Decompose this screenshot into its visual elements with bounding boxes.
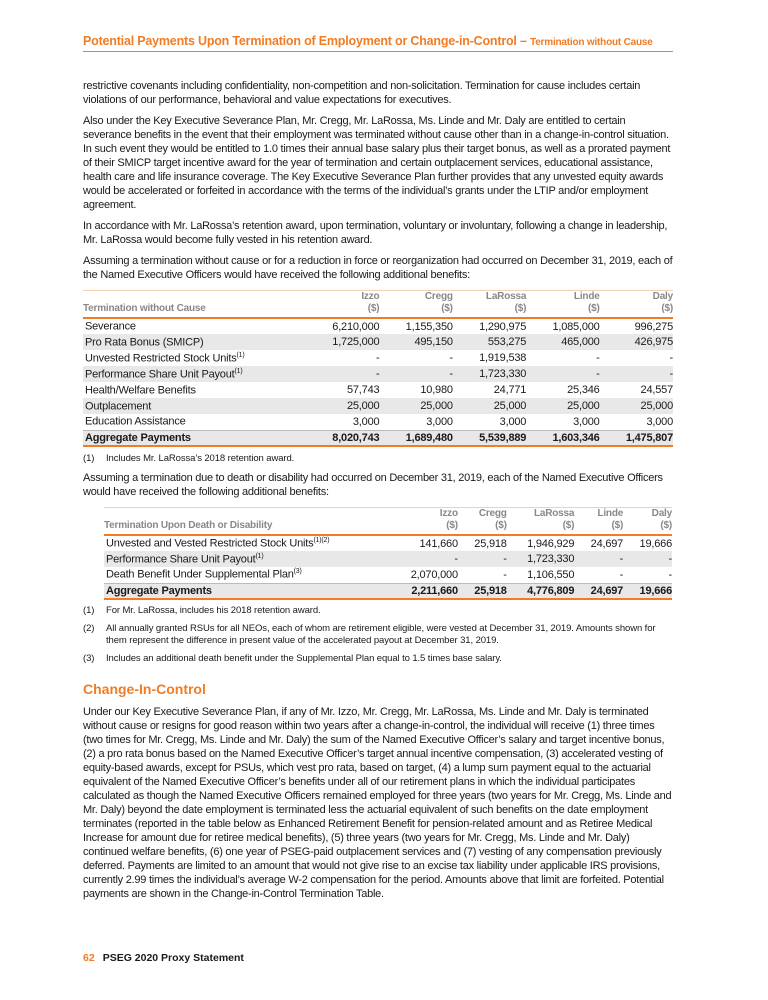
table-cell: 57,743 bbox=[346, 384, 380, 396]
table-cell: 465,000 bbox=[526, 334, 599, 350]
table-cell: 1,085,000 bbox=[552, 320, 600, 333]
column-header bbox=[390, 508, 458, 536]
table-cell: 8,020,743 bbox=[306, 430, 379, 446]
footnote bbox=[83, 453, 675, 465]
footnote bbox=[83, 605, 675, 617]
column-unit: ($) bbox=[367, 303, 380, 314]
table-cell: - bbox=[390, 551, 458, 567]
column-unit: ($) bbox=[562, 520, 575, 531]
column-header bbox=[507, 508, 575, 536]
row-label: Unvested Restricted Stock Units$^{(1)}$ bbox=[85, 351, 245, 365]
column-header bbox=[306, 291, 379, 319]
table-header-row bbox=[104, 508, 672, 536]
table2-notes bbox=[83, 605, 675, 665]
table-cell: 1,155,350 bbox=[405, 320, 453, 333]
column-unit: ($) bbox=[661, 303, 673, 314]
section-heading: Change-In-Control bbox=[83, 681, 206, 697]
row-label: Unvested and Vested Restricted Stock Units$^{(1)(2)}$ bbox=[106, 537, 330, 550]
row-label: Performance Share Unit Payout$^{(1)}$ bbox=[83, 366, 306, 382]
table-cell: 1,290,975 bbox=[479, 320, 527, 333]
table-row bbox=[104, 535, 672, 551]
footnote-number: (1) bbox=[83, 453, 95, 464]
table-cell: 141,660 bbox=[419, 537, 458, 550]
paragraph: Assuming a termination without cause or for a reduction in force or reorganization had occurred on December 31, 2019, each of the Named Executive Officers would have received the following additional benefits: bbox=[83, 255, 673, 281]
column-name: LaRossa bbox=[485, 291, 527, 302]
column-name: Izzo bbox=[361, 291, 380, 302]
table-cell: 1,106,550 bbox=[527, 568, 575, 581]
column-header bbox=[574, 508, 623, 536]
paragraph: Assuming a termination due to death or disability had occurred on December 31, 2019, each of the Named Executive Officers would have received the following additional benefits: bbox=[83, 472, 663, 498]
column-unit: ($) bbox=[441, 303, 453, 314]
row-label: Education Assistance bbox=[85, 416, 186, 429]
column-name: Izzo bbox=[439, 508, 458, 519]
table-cell: 3,000 bbox=[646, 415, 673, 428]
column-header bbox=[379, 291, 452, 319]
column-unit: ($) bbox=[660, 520, 672, 531]
table-cell: 24,771 bbox=[493, 384, 527, 396]
table-cell: 25,000 bbox=[453, 398, 526, 414]
table-cell: 3,000 bbox=[573, 415, 600, 428]
header-subtitle: Termination without Cause bbox=[530, 37, 653, 48]
table-cell: - bbox=[306, 366, 379, 382]
table-cell: 495,150 bbox=[379, 334, 452, 350]
footnote bbox=[83, 623, 675, 647]
table-cell: - bbox=[574, 551, 623, 567]
column-unit: ($) bbox=[611, 520, 624, 531]
table-cell: - bbox=[596, 352, 600, 364]
table-cell: - bbox=[379, 366, 452, 382]
table-cell: 3,000 bbox=[352, 415, 380, 428]
column-name: Linde bbox=[573, 291, 600, 302]
table-cell: 553,275 bbox=[453, 334, 526, 350]
table-cell: - bbox=[619, 568, 624, 581]
table-title: Termination Upon Death or Disability bbox=[104, 520, 273, 531]
table-cell: 25,000 bbox=[526, 398, 599, 414]
table-row bbox=[83, 382, 673, 398]
table-cell: 1,946,929 bbox=[527, 537, 575, 550]
table-cell: 2,070,000 bbox=[410, 568, 458, 581]
column-header bbox=[453, 291, 526, 319]
column-header bbox=[458, 508, 507, 536]
column-name: Linde bbox=[597, 508, 624, 519]
footnote-text: Includes an additional death benefit under the Supplemental Plan equal to 1.5 times base salary. bbox=[106, 653, 502, 664]
table-cell: 1,689,480 bbox=[379, 430, 452, 446]
page-header bbox=[83, 34, 673, 52]
table-cell: - bbox=[669, 352, 673, 364]
death-disability-table bbox=[104, 507, 672, 600]
table-cell: 6,210,000 bbox=[332, 320, 380, 333]
table-cell: 1,475,807 bbox=[600, 430, 673, 446]
table-cell: 1,723,330 bbox=[507, 551, 575, 567]
table-cell: 24,697 bbox=[574, 583, 623, 599]
paragraph: Under our Key Executive Severance Plan, if any of Mr. Izzo, Mr. Cregg, Mr. LaRossa, Ms. Linde and Mr. Daly is terminated without cause or resigns for good reason within two years after a change-in-control, the individual will receive (1) three times (two times for Mr. Cregg, Ms. Linde and Mr. Daly) the sum of the Named Executive Officer’s salary and target incentive bonus, (2) a pro rata bonus based on the Named Executive Officer’s target annual incentive compensation, (3) accelerated vesting of equity-based awards, except for PSUs, which vest pro rata, based on target, (4) a lump sum payment equal to the actuarial equivalent of the Named Executive Officer’s benefits under all of our retirement plans in which the individual participates calculated as though the Named Executive Officers remained employed for three years (two years for Mr. Cregg, Ms. Linde and Mr. Daly) beyond the date employment is terminated less the actuarial equivalent of such benefits on the date employment terminates (reported in the table below as Enhanced Retirement Benefit for pension-related amount and as Retiree Medical Increase for amount due for retiree medical benefits), (5) three years (two years for Mr. Cregg, Ms. Linde and Mr. Daly) continued welfare benefits, (6) one year of PSEG-paid outplacement services and (7) vesting of any compensation previously deferred. Payments are limited to an amount that would not give rise to an excise tax liability under applicable IRS provisions, currently 2.99 times the individual’s average W-2 compensation for the period. Amounts above that limit are forfeited. Potential payments are shown in the Change-in-Control Termination Table. bbox=[83, 706, 672, 900]
column-name: Daly bbox=[652, 291, 673, 302]
paragraph: In accordance with Mr. LaRossa’s retention award, upon termination, voluntary or involuntary, following a change in leadership, Mr. LaRossa would become fully vested in his retention award. bbox=[83, 220, 668, 246]
table-cell: 25,918 bbox=[474, 537, 507, 550]
table-cell: 19,666 bbox=[639, 537, 672, 550]
paragraph: restrictive covenants including confidentiality, non-competition and non-solicitation. Termination for cause includes certain violations of our performance, behavioral and value expectations for executives. bbox=[83, 80, 641, 106]
table-row bbox=[83, 366, 673, 382]
table-header-row bbox=[83, 291, 673, 319]
table-cell: 4,776,809 bbox=[507, 583, 575, 599]
table-cell: - bbox=[526, 366, 599, 382]
table-row bbox=[83, 398, 673, 414]
table-cell: 24,557 bbox=[640, 384, 673, 396]
total-row bbox=[83, 430, 673, 446]
header-title: Potential Payments Upon Termination of Employment or Change-in-Control bbox=[83, 34, 517, 48]
column-name: Daly bbox=[651, 508, 672, 519]
table-cell: 996,275 bbox=[634, 320, 673, 333]
row-label: Death Benefit Under Supplemental Plan$^{(3)}$ bbox=[106, 568, 302, 582]
table-cell: 3,000 bbox=[426, 415, 453, 428]
row-label: Aggregate Payments bbox=[83, 430, 306, 446]
column-header bbox=[600, 291, 673, 319]
table-cell: - bbox=[375, 352, 380, 364]
column-name: Cregg bbox=[424, 291, 453, 302]
page-number: 62 bbox=[83, 952, 95, 964]
footnote-number: (3) bbox=[83, 653, 95, 664]
table-row bbox=[83, 350, 673, 366]
termination-without-cause-table bbox=[83, 290, 673, 447]
table-row bbox=[104, 551, 672, 567]
row-label: Outplacement bbox=[83, 398, 306, 414]
footnote-text: For Mr. LaRossa, includes his 2018 retention award. bbox=[106, 605, 321, 616]
row-label: Performance Share Unit Payout$^{(1)}$ bbox=[104, 551, 390, 567]
footnote-number: (1) bbox=[83, 605, 95, 616]
table-cell: 426,975 bbox=[600, 334, 673, 350]
column-name: Cregg bbox=[478, 508, 507, 519]
table-cell: 25,000 bbox=[306, 398, 379, 414]
table-cell: 1,723,330 bbox=[453, 366, 526, 382]
footnote-number: (2) bbox=[83, 623, 95, 634]
column-name: LaRossa bbox=[533, 508, 575, 519]
table-cell: 24,697 bbox=[590, 537, 624, 550]
footer-title: PSEG 2020 Proxy Statement bbox=[102, 952, 244, 964]
table-cell: 25,000 bbox=[600, 398, 673, 414]
column-unit: ($) bbox=[514, 303, 527, 314]
table-cell: - bbox=[623, 551, 672, 567]
table-title: Termination without Cause bbox=[83, 303, 206, 314]
footnote bbox=[83, 653, 675, 665]
header-separator: – bbox=[516, 34, 531, 48]
column-unit: ($) bbox=[495, 520, 507, 531]
row-label: Severance bbox=[85, 320, 136, 333]
table-cell: 25,918 bbox=[458, 583, 507, 599]
table-cell: 5,539,889 bbox=[453, 430, 526, 446]
table-cell: - bbox=[458, 551, 507, 567]
table1-notes bbox=[83, 453, 675, 465]
table-row bbox=[83, 318, 673, 334]
table-cell: 25,346 bbox=[567, 384, 600, 396]
page-footer bbox=[83, 952, 244, 964]
table-row bbox=[104, 567, 672, 583]
row-label: Health/Welfare Benefits bbox=[85, 384, 196, 397]
table-cell: 1,603,346 bbox=[526, 430, 599, 446]
table-cell: - bbox=[600, 366, 673, 382]
table-cell: - bbox=[668, 568, 672, 581]
page-content bbox=[83, 79, 675, 908]
table-row bbox=[83, 334, 673, 350]
table-cell: 1,919,538 bbox=[479, 352, 527, 364]
total-row bbox=[104, 583, 672, 599]
table-cell: 3,000 bbox=[499, 415, 527, 428]
footnote-text: All annually granted RSUs for all NEOs, each of whom are retirement eligible, were vested at December 31, 2019. Amounts shown for them represent the difference in present value of the accelerated payout at December 31, 2019. bbox=[106, 623, 656, 646]
table-cell: 10,980 bbox=[420, 384, 453, 396]
column-unit: ($) bbox=[587, 303, 600, 314]
column-unit: ($) bbox=[446, 520, 458, 531]
table-cell: - bbox=[503, 568, 507, 581]
table-cell: - bbox=[449, 352, 453, 364]
table-cell: 2,211,660 bbox=[390, 583, 458, 599]
paragraph: Also under the Key Executive Severance Plan, Mr. Cregg, Mr. LaRossa, Ms. Linde and Mr. Daly are entitled to certain severance benefits in the event that their employment was terminated without cause other than in a change-in-control situation. In such event they would be entitled to 1.0 times their annual base salary plus their target bonus, as well as a prorated payment of their SMICP target incentive award for the year of termination and certain outplacement services, educational assistance, health care and life insurance coverage. The Key Executive Severance Plan further provides that any unvested equity awards would be accelerated or forfeited in accordance with the terms of the individual’s grants under the LTIP and/or employment agreement. bbox=[83, 115, 671, 211]
row-label: Pro Rata Bonus (SMICP) bbox=[83, 334, 306, 350]
table-row bbox=[83, 414, 673, 430]
table-cell: 19,666 bbox=[623, 583, 672, 599]
table-cell: 25,000 bbox=[379, 398, 452, 414]
footnote-text: Includes Mr. LaRossa’s 2018 retention award. bbox=[106, 453, 295, 464]
row-label: Aggregate Payments bbox=[104, 583, 390, 599]
column-header bbox=[526, 291, 599, 319]
table-cell: 1,725,000 bbox=[306, 334, 379, 350]
column-header bbox=[623, 508, 672, 536]
